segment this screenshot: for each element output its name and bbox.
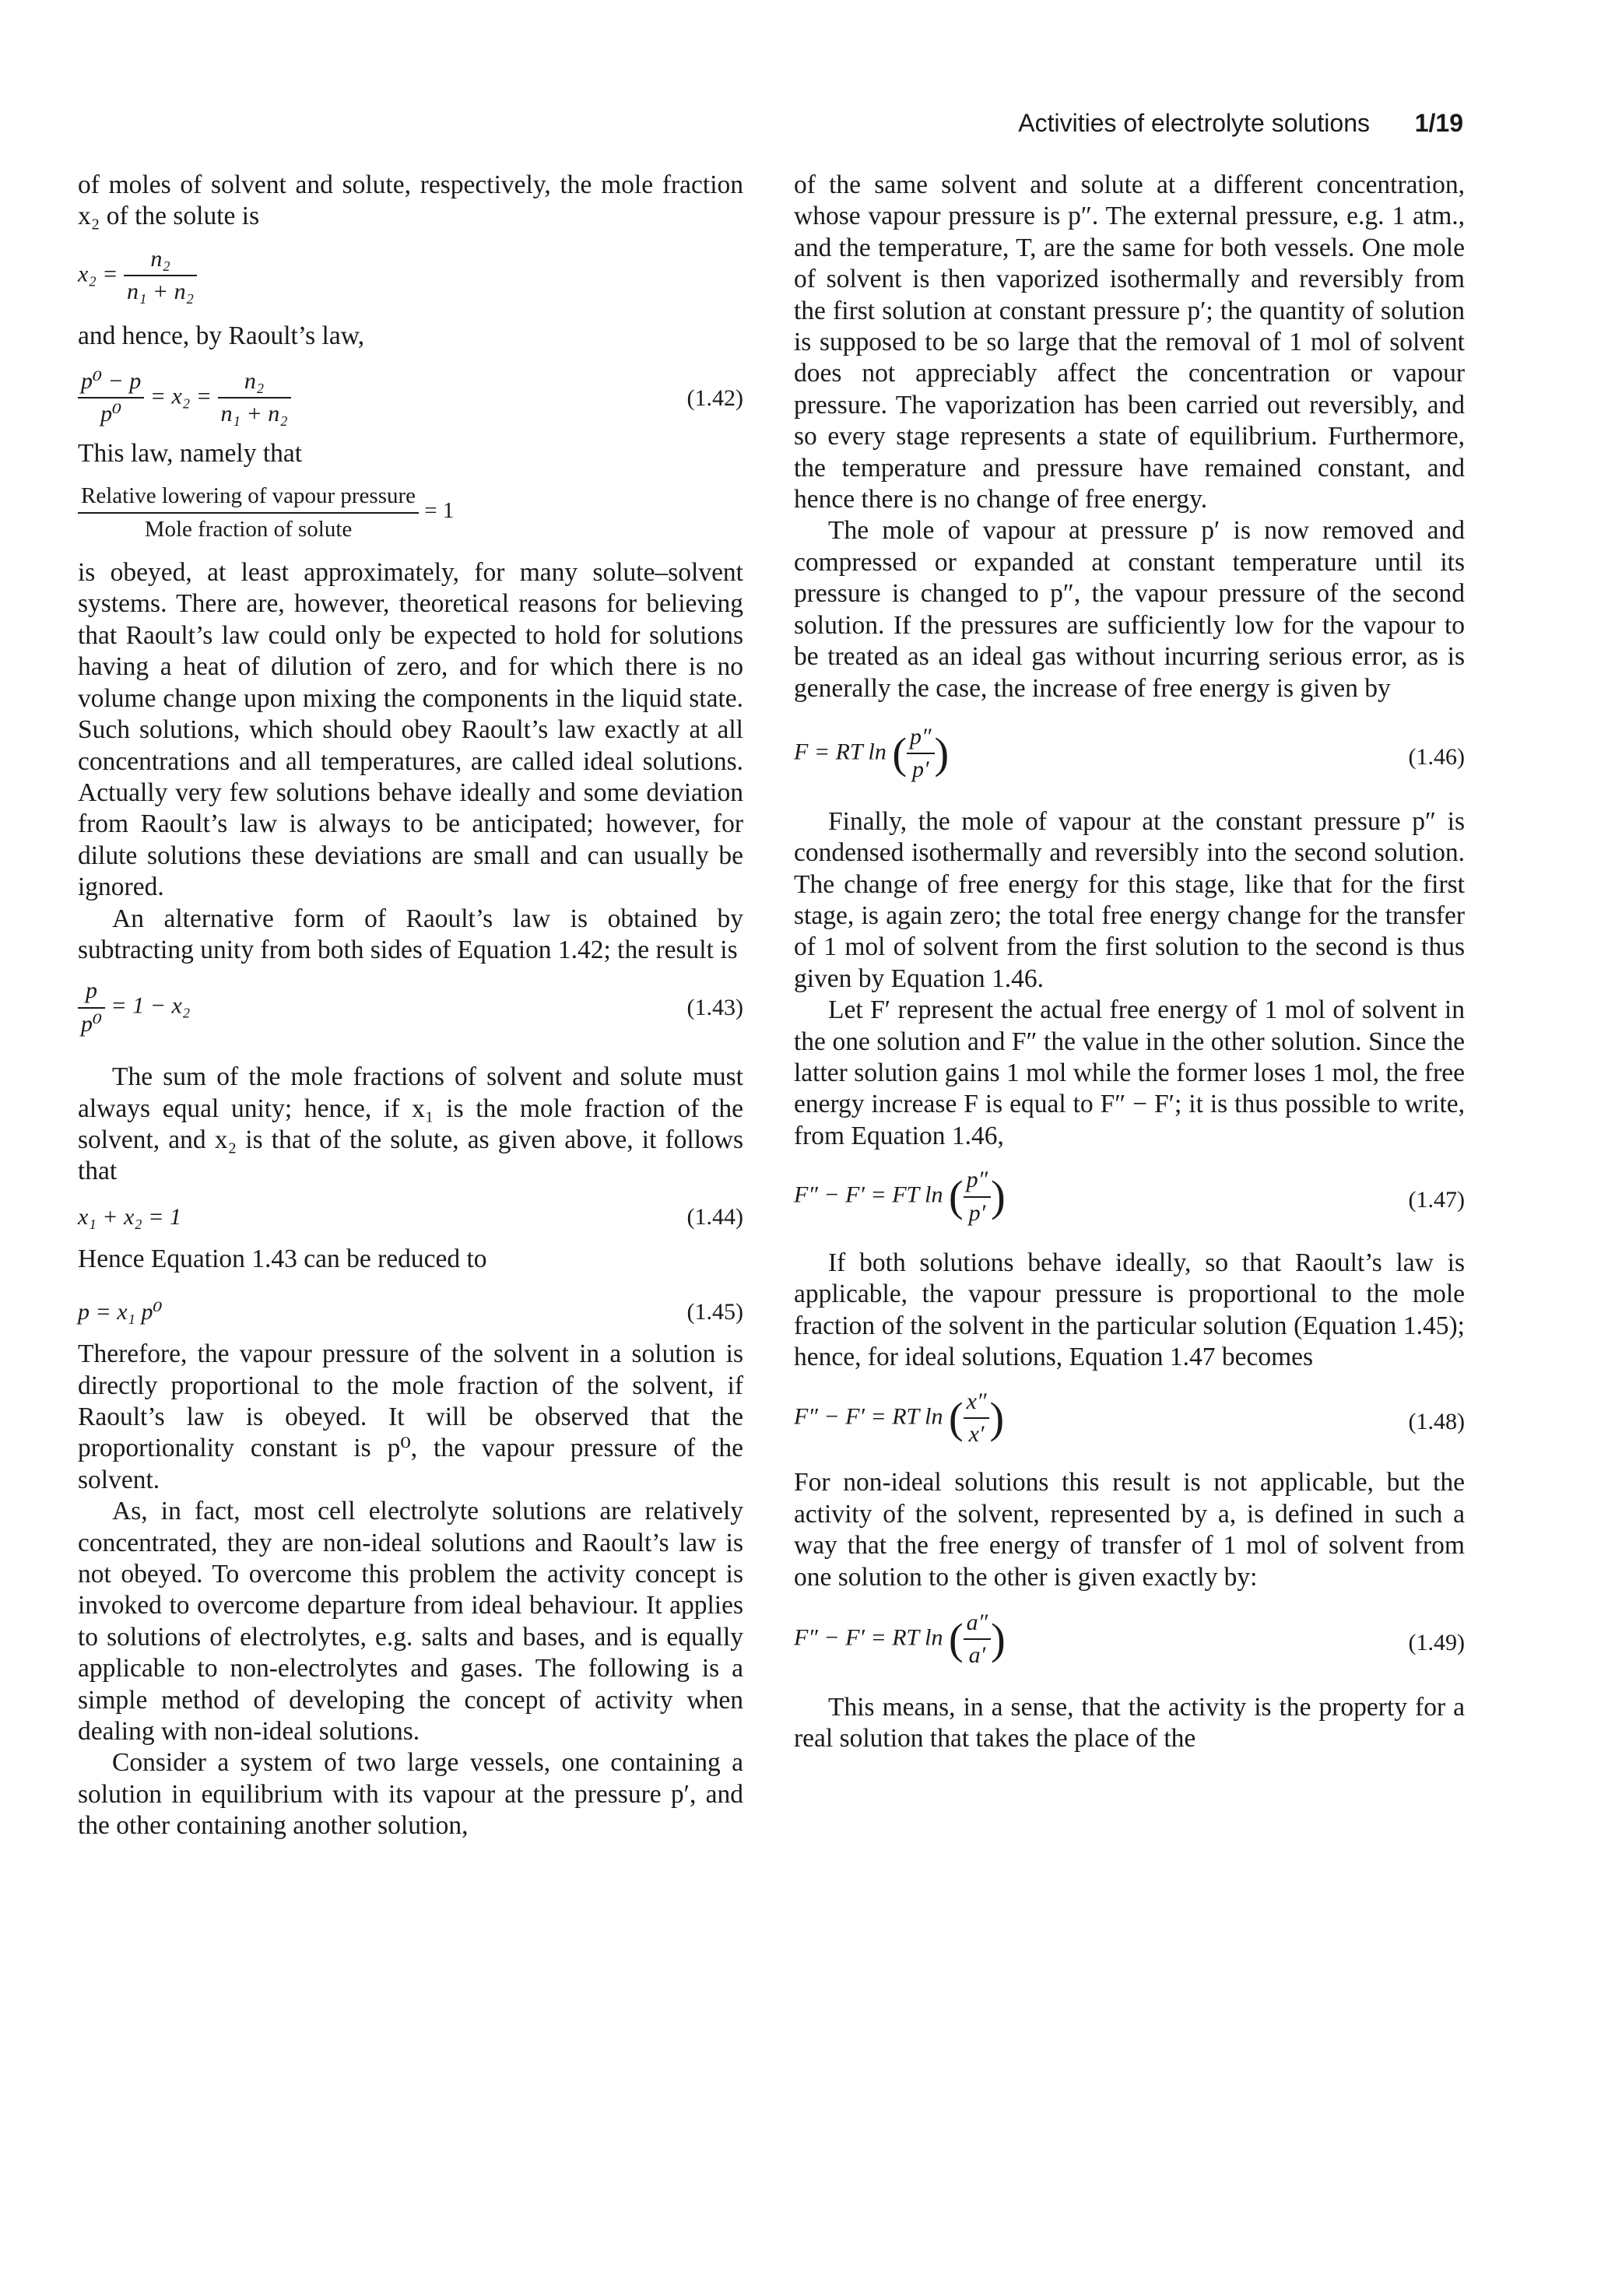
equation-number: (1.49) xyxy=(1408,1630,1465,1656)
eq-middle: = x₂ = xyxy=(149,383,212,409)
paragraph: An alternative form of Raoult’s law is obtained by subtracting unity from both sides of Equation 1.42; the result is xyxy=(78,904,743,964)
eq-numerator: p″ xyxy=(910,723,932,750)
eq-numerator: a″ xyxy=(966,1610,988,1636)
equation-number: (1.42) xyxy=(686,385,743,412)
paragraph: As, in fact, most cell electrolyte solutions are relatively concentrated, they are non-ideal solutions and Raoult’s law is not obeyed. To overcome this problem the activity concept is invoked to overcome departure from ideal behaviour. It applies to solutions of electrolytes, e.g. salts and bases, and is equally applicable to non-electrolytes and gases. The following is a simple method of developing the concept of activity when dealing with non-ideal solutions. xyxy=(78,1497,743,1747)
left-paren: ( xyxy=(949,1172,964,1221)
eq-lhs: F″ − F′ = RT ln xyxy=(794,1403,943,1429)
eq-lhs: x₂ = xyxy=(78,261,118,287)
eq-lhs: F = RT ln xyxy=(794,739,886,765)
eq-rhs: = 1 − x₂ xyxy=(111,992,191,1019)
eq-denominator: p′ xyxy=(907,753,935,785)
equation-1-47 xyxy=(794,1164,1465,1229)
eq-denominator: n₁ + n₂ xyxy=(218,397,291,430)
left-paren: ( xyxy=(892,729,908,778)
right-column xyxy=(794,170,1465,1755)
paragraph: This means, in a sense, that the activity is the property for a real solution that takes the place of the xyxy=(794,1692,1465,1754)
right-paren: ) xyxy=(934,729,950,778)
right-paren: ) xyxy=(989,1394,1005,1443)
running-title: Activities of electrolyte solutions xyxy=(1018,109,1370,137)
eq-numerator: Relative lowering of vapour pressure xyxy=(81,483,416,509)
equation-1-43 xyxy=(78,975,743,1040)
paragraph: The mole of vapour at pressure p′ is now removed and compressed or expanded at constant temperature until its pressure is changed to p″, the vapour pressure of the second solution. If the pressures are sufficiently low for the vapour to be treated as an ideal gas without incurring serious error, as is generally the case, the increase of free energy is given by xyxy=(794,516,1465,703)
paragraph: If both solutions behave ideally, so that Raoult’s law is applicable, the vapour pressure is proportional to the mole fraction of the solvent in the particular solution (Equation 1.45); hence, for ideal solutions, Equation 1.47 becomes xyxy=(794,1248,1465,1372)
left-paren: ( xyxy=(949,1615,964,1664)
paragraph: and hence, by Raoult’s law, xyxy=(78,321,365,350)
equation-1-46 xyxy=(794,721,1465,786)
paragraph: Consider a system of two large vessels, one containing a solution in equilibrium with its vapour at the pressure p′, and the other containing another solution, xyxy=(78,1748,743,1841)
right-paren: ) xyxy=(991,1615,1006,1664)
paragraph: Hence Equation 1.43 can be reduced to xyxy=(78,1244,487,1273)
eq-numerator: p⁰ − p xyxy=(81,368,142,395)
eq-denominator: n₁ + n₂ xyxy=(124,275,197,307)
eq-lhs: F″ − F′ = RT ln xyxy=(794,1624,943,1651)
paragraph: of the same solvent and solute at a different concentration, whose vapour pressure is p″. The external pressure, e.g. 1 atm., and the temperature, T, are the same for both vessels. One mole of solvent is then vaporized isothermally and reversibly from the first solution at constant pressure p′; the quantity of solution is supposed to be so large that the removal of 1 mol of solvent does not appreciably affect the concentration or vapour pressure. The vaporization has been carried out reversibly, and so every stage represents a state of equilibrium. Furthermore, the temperature and pressure have remained constant, and hence there is no change of free energy. xyxy=(794,170,1465,514)
equation-1-42 xyxy=(78,366,743,430)
eq-fraction xyxy=(78,480,419,545)
equation-x2 xyxy=(78,244,743,308)
page-number: 1/19 xyxy=(1414,109,1463,137)
left-paren: ( xyxy=(949,1394,964,1443)
eq-fraction xyxy=(964,1607,992,1672)
eq-denominator: p⁰ xyxy=(78,1007,105,1040)
eq-fraction xyxy=(78,366,144,430)
equation-number: (1.43) xyxy=(686,995,743,1021)
eq-fraction xyxy=(907,721,935,786)
paragraph: Finally, the mole of vapour at the constant pressure p″ is condensed isothermally and reversibly into the second solution. The change of free energy for this stage, like that for the first stage, is again zero; the total free energy change for the transfer of 1 mol of solvent from the first solution to the second is thus given by Equation 1.46. xyxy=(794,806,1465,993)
paragraph: The sum of the mole fractions of solvent and solute must always equal unity; hence, if x₁ is the mole fraction of the solvent, and x₂ is that of the solute, as given above, it follows that xyxy=(78,1062,743,1186)
equation-1-44 xyxy=(78,1202,743,1233)
equation-1-45 xyxy=(78,1297,743,1328)
eq-numerator: p″ xyxy=(966,1167,988,1193)
equation-number: (1.48) xyxy=(1408,1408,1465,1434)
paragraph: is obeyed, at least approximately, for many solute–solvent systems. There are, however, theoretical reasons for believing that Raoult’s law could only be expected to hold for solutions having a heat of dilution of zero, and for which there is no volume change upon mixing the components in the liquid state. Such solutions, which should obey Raoult’s law exactly at all concentrations and all temperatures, are called ideal solutions. Actually very few solutions behave ideally and some deviation from Raoult’s law is always to be anticipated; however, for dilute solutions these deviations are small and can usually be ignored. xyxy=(78,558,743,902)
paragraph: For non-ideal solutions this result is not applicable, but the activity of the solvent, represented by a, is defined in such a way that the free energy of transfer of 1 mol of solvent from one solution to the other is given exactly by: xyxy=(794,1468,1465,1592)
right-paren: ) xyxy=(991,1172,1006,1221)
eq-rhs: = 1 xyxy=(424,498,455,524)
equation-number: (1.44) xyxy=(686,1203,743,1230)
equation-law xyxy=(78,480,743,545)
eq-fraction xyxy=(218,366,291,430)
eq-expression: x₁ + x₂ = 1 xyxy=(78,1203,181,1230)
eq-expression: p = x₁ p⁰ xyxy=(78,1299,163,1325)
eq-numerator: p xyxy=(86,978,98,1004)
eq-denominator: x′ xyxy=(964,1417,990,1450)
eq-denominator: a′ xyxy=(964,1638,992,1671)
eq-numerator: n₂ xyxy=(244,368,265,395)
equation-1-48 xyxy=(794,1386,1465,1451)
eq-fraction xyxy=(78,975,105,1040)
eq-denominator: p′ xyxy=(964,1196,992,1229)
eq-denominator: p⁰ xyxy=(78,397,144,430)
running-header xyxy=(786,109,1463,148)
paragraph: of moles of solvent and solute, respectively, the mole fraction x₂ of the solute is xyxy=(78,170,743,231)
eq-fraction xyxy=(124,244,197,308)
left-column xyxy=(78,170,743,1842)
eq-lhs: F″ − F′ = FT ln xyxy=(794,1181,943,1208)
eq-numerator: n₂ xyxy=(150,245,170,272)
paragraph: Therefore, the vapour pressure of the solvent in a solution is directly proportional to the mole fraction of the solvent, if Raoult’s law is obeyed. It will be observed that the proportionality constant is p⁰, the vapour pressure of the solvent. xyxy=(78,1339,743,1494)
paragraph: Let F′ represent the actual free energy of 1 mol of solvent in the one solution and F″ the value in the other solution. Since the latter solution gains 1 mol while the former loses 1 mol, the free energy increase F is equal to F″ − F′; it is thus possible to write, from Equation 1.46, xyxy=(794,995,1465,1150)
eq-fraction xyxy=(964,1386,990,1451)
eq-fraction xyxy=(964,1164,992,1229)
equation-number: (1.45) xyxy=(686,1299,743,1325)
equation-1-49 xyxy=(794,1607,1465,1672)
equation-number: (1.46) xyxy=(1408,743,1465,770)
paragraph: This law, namely that xyxy=(78,438,303,468)
eq-denominator: Mole fraction of solute xyxy=(78,512,419,545)
eq-numerator: x″ xyxy=(966,1388,987,1414)
equation-number: (1.47) xyxy=(1408,1187,1465,1213)
